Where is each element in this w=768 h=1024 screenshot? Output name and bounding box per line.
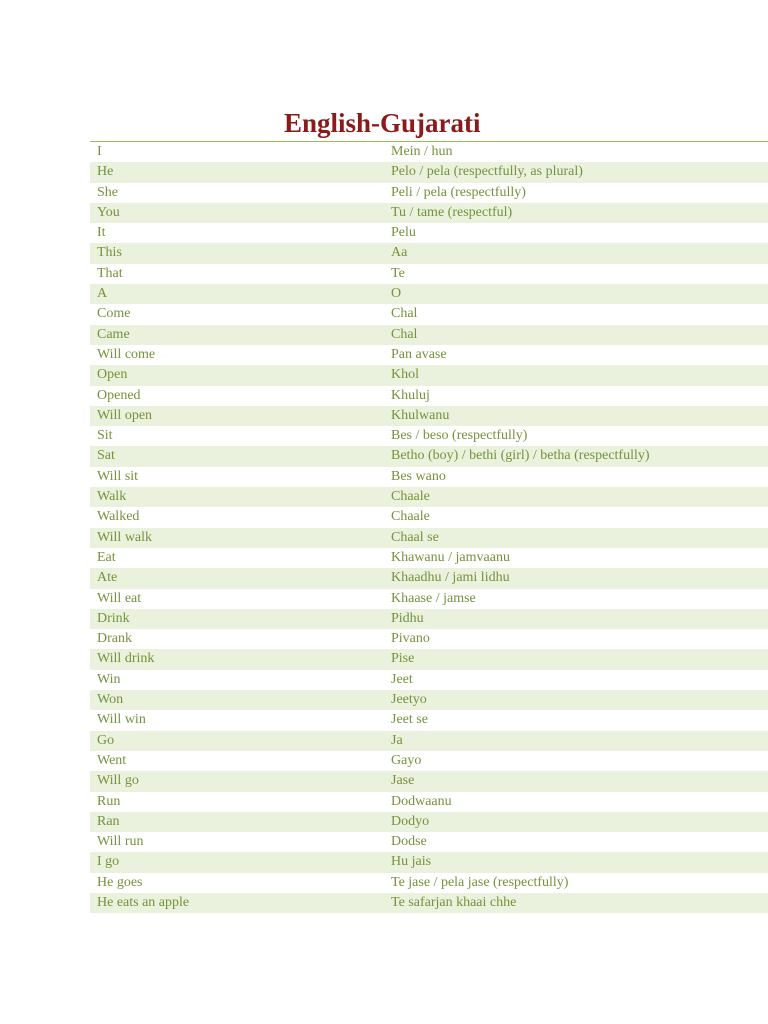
english-cell: Won [97, 692, 124, 708]
gujarati-cell: Bes wano [391, 468, 446, 484]
gujarati-cell: Jeet se [391, 712, 428, 728]
english-cell: I [97, 144, 102, 159]
table-row [90, 223, 768, 243]
gujarati-cell: Pan avase [391, 346, 447, 362]
gujarati-cell: Te jase / pela jase (respectfully) [391, 874, 569, 890]
gujarati-cell: Aa [391, 245, 408, 261]
gujarati-cell: Khaadhu / jami lidhu [391, 570, 510, 586]
english-cell: Come [97, 306, 131, 322]
table-row [90, 568, 768, 588]
english-cell: Will run [97, 834, 144, 850]
english-cell: He eats an apple [97, 894, 190, 910]
english-cell: Walked [97, 509, 140, 525]
table-row [90, 183, 768, 203]
table-row [90, 345, 768, 365]
english-cell: Will come [97, 346, 156, 362]
table-row [90, 284, 768, 304]
table-row [90, 731, 768, 751]
gujarati-cell: Dodwaanu [391, 793, 452, 809]
english-cell: It [97, 225, 106, 241]
english-cell: He goes [97, 874, 143, 890]
gujarati-cell: Te [391, 265, 405, 281]
table-row [90, 446, 768, 466]
table-row [90, 528, 768, 548]
english-cell: Ran [97, 813, 120, 829]
gujarati-cell: Ja [391, 732, 403, 748]
english-cell: Ate [97, 570, 118, 586]
english-cell: Came [97, 326, 130, 342]
table-row [90, 751, 768, 771]
table-row [90, 142, 768, 162]
english-cell: Will go [97, 773, 139, 789]
table-row [90, 507, 768, 527]
table-row [90, 386, 768, 406]
gujarati-cell: Te safarjan khaai chhe [391, 894, 517, 910]
english-cell: She [97, 184, 118, 200]
table-row [90, 670, 768, 690]
english-cell: Will sit [97, 468, 139, 484]
english-cell: Win [97, 671, 121, 687]
gujarati-cell: Jeetyo [391, 692, 427, 708]
english-cell: You [97, 204, 120, 220]
gujarati-cell: Chaal se [391, 529, 439, 545]
gujarati-cell: Dodyo [391, 813, 430, 829]
gujarati-cell: Pelu [391, 225, 416, 241]
gujarati-cell: Tu / tame (respectful) [391, 204, 513, 220]
gujarati-cell: Chaale [391, 509, 430, 525]
english-cell: Will open [97, 407, 153, 423]
english-cell: A [97, 286, 108, 302]
table-row [90, 304, 768, 324]
gujarati-cell: Peli / pela (respectfully) [391, 184, 526, 200]
gujarati-cell: Pelo / pela (respectfully, as plural) [391, 164, 583, 180]
english-cell: That [97, 265, 123, 281]
table-row [90, 406, 768, 426]
table-row [90, 467, 768, 487]
english-cell: This [97, 245, 122, 261]
gujarati-cell: Khol [391, 367, 419, 383]
table-row [90, 649, 768, 669]
table-row [90, 162, 768, 182]
table-row [90, 852, 768, 872]
gujarati-cell: Betho (boy) / bethi (girl) / betha (respectfully) [391, 448, 650, 464]
english-cell: Go [97, 732, 115, 748]
table-row [90, 893, 768, 913]
gujarati-cell: Pivano [391, 631, 430, 647]
english-cell: Drink [97, 610, 130, 626]
gujarati-cell: Hu jais [391, 854, 432, 870]
table-row [90, 832, 768, 852]
english-cell: Will win [97, 712, 146, 728]
document-title: English-Gujarati [284, 108, 481, 138]
gujarati-cell: Khawanu / jamvaanu [391, 549, 510, 565]
table-row [90, 792, 768, 812]
table-row [90, 548, 768, 568]
table-row [90, 426, 768, 446]
english-cell: Eat [97, 549, 116, 565]
table-row [90, 629, 768, 649]
english-cell: Will drink [97, 651, 155, 667]
english-cell: Run [97, 793, 121, 809]
english-cell: I go [97, 854, 120, 870]
table-row [90, 487, 768, 507]
english-cell: Walk [97, 489, 127, 505]
table-row [90, 710, 768, 730]
gujarati-cell: Jase [391, 773, 415, 789]
gujarati-cell: Khaase / jamse [391, 590, 476, 606]
gujarati-cell: Mein / hun [391, 144, 453, 159]
english-cell: Open [97, 367, 128, 383]
english-cell: Will eat [97, 590, 142, 606]
gujarati-cell: Jeet [391, 671, 413, 687]
table-row [90, 203, 768, 223]
table-row [90, 589, 768, 609]
table-row [90, 873, 768, 893]
table-row [90, 690, 768, 710]
vocabulary-table [90, 141, 768, 913]
gujarati-cell: Bes / beso (respectfully) [391, 428, 528, 444]
english-cell: He [97, 164, 114, 180]
table-row [90, 365, 768, 385]
table-row [90, 812, 768, 832]
english-cell: Drank [97, 631, 132, 647]
table-row [90, 609, 768, 629]
english-cell: Sat [97, 448, 115, 464]
english-cell: Sit [97, 428, 113, 444]
gujarati-cell: Pise [391, 651, 415, 667]
gujarati-cell: Khuluj [391, 387, 430, 403]
gujarati-cell: Dodse [391, 834, 427, 850]
table-row [90, 264, 768, 284]
english-cell: Will walk [97, 529, 153, 545]
gujarati-cell: Gayo [391, 752, 422, 768]
english-cell: Opened [97, 387, 141, 403]
table-row [90, 243, 768, 263]
table-row [90, 771, 768, 791]
gujarati-cell: Chal [391, 306, 418, 322]
english-cell: Went [97, 752, 127, 768]
gujarati-cell: Chaale [391, 489, 430, 505]
gujarati-cell: Khulwanu [391, 407, 450, 423]
table-row [90, 325, 768, 345]
gujarati-cell: Chal [391, 326, 418, 342]
gujarati-cell: Pidhu [391, 610, 424, 626]
gujarati-cell: O [391, 286, 402, 302]
